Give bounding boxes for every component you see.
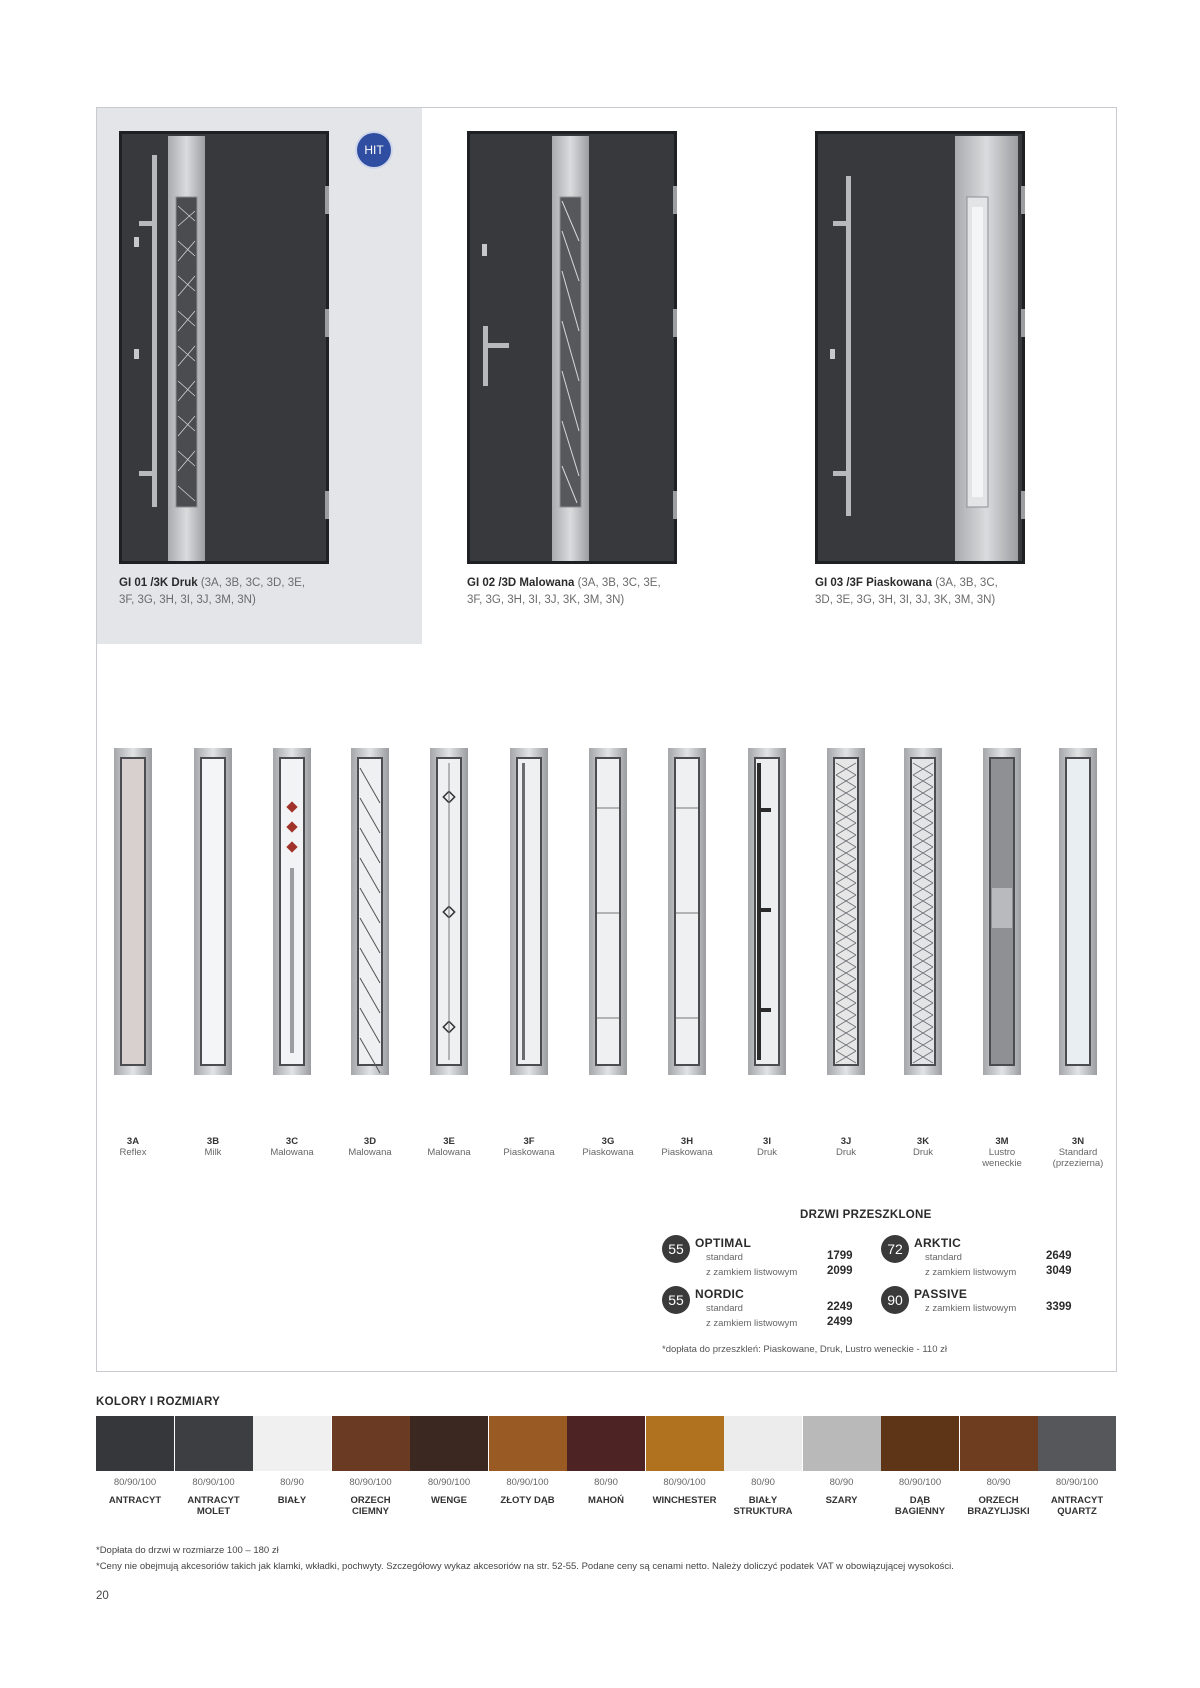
color-name — [803, 1495, 881, 1506]
glass-type: Reflex — [119, 1147, 147, 1158]
glass-panel-3g — [589, 748, 627, 1075]
page-number: 20 — [96, 1590, 109, 1602]
glass-panel-3e — [430, 748, 468, 1075]
price-value: 2649 — [1046, 1250, 1072, 1262]
glass-type: Druk — [912, 1147, 934, 1158]
price-value: 2249 — [827, 1301, 853, 1313]
color-sizes: 80/90 — [594, 1477, 618, 1488]
color-sizes: 80/90/100 — [349, 1477, 392, 1488]
color-name — [96, 1495, 174, 1506]
door-caption-gi01 — [119, 575, 349, 609]
color-swatch — [410, 1416, 488, 1471]
price-label: standard — [706, 1252, 743, 1263]
glass-type: Malowana — [348, 1147, 392, 1158]
color-name-line1: WINCHESTER — [652, 1495, 717, 1506]
color-name — [253, 1495, 331, 1506]
color-name-line1: ANTRACYT — [1050, 1495, 1104, 1506]
color-sizes: 80/90/100 — [663, 1477, 706, 1488]
glass-label — [729, 1136, 805, 1158]
glass-code: 3M — [995, 1136, 1009, 1147]
glass-panel-3b — [194, 748, 232, 1075]
color-swatch — [175, 1416, 253, 1471]
glass-type: Piaskowana — [503, 1147, 555, 1158]
glass-type: Milk — [204, 1147, 222, 1158]
package-number-badge: 55 — [662, 1235, 690, 1263]
glass-label — [411, 1136, 487, 1158]
glass-type-cont: weneckie — [982, 1158, 1022, 1169]
door-name: GI 02 /3D Malowana — [467, 577, 575, 589]
glass-code: 3A — [126, 1136, 140, 1147]
color-name — [332, 1495, 410, 1517]
package-name: OPTIMAL — [695, 1236, 752, 1250]
glass-code: 3C — [285, 1136, 299, 1147]
glass-label — [332, 1136, 408, 1158]
color-name-line1: MAHOŃ — [588, 1495, 624, 1506]
glass-code: 3B — [206, 1136, 220, 1147]
color-name-line1: WENGE — [431, 1495, 467, 1506]
color-name-line1: DĄB — [909, 1495, 931, 1506]
price-label: standard — [925, 1252, 962, 1263]
glass-panel-3j — [827, 748, 865, 1075]
pricing-title: DRZWI PRZESZKLONE — [800, 1209, 932, 1221]
glass-panel-3i — [748, 748, 786, 1075]
color-name — [881, 1495, 959, 1517]
glass-type: Piaskowana — [582, 1147, 634, 1158]
package-number-badge: 90 — [881, 1286, 909, 1314]
glass-label — [1040, 1136, 1116, 1169]
color-name-line1: ORZECH — [978, 1495, 1019, 1506]
color-swatch — [881, 1416, 959, 1471]
glass-type-cont: (przezierna) — [1052, 1158, 1104, 1169]
door-name: GI 03 /3F Piaskowana — [815, 577, 932, 589]
color-name-line2: MOLET — [196, 1506, 231, 1517]
price-label: z zamkiem listwowym — [706, 1267, 798, 1278]
glass-code: 3N — [1071, 1136, 1085, 1147]
price-value: 2099 — [827, 1265, 853, 1277]
door-caption-gi02 — [467, 575, 697, 609]
price-value: 3049 — [1046, 1265, 1072, 1277]
price-value: 3399 — [1046, 1301, 1072, 1313]
color-swatch — [646, 1416, 724, 1471]
glass-surcharge-note: *dopłata do przeszkleń: Piaskowane, Druk, Lustro weneckie - 110 zł — [662, 1344, 947, 1355]
footnote-size: *Dopłata do drzwi w rozmiarze 100 – 180 zł — [96, 1545, 279, 1556]
color-sizes: 80/90/100 — [1055, 1477, 1099, 1488]
price-label: z zamkiem listwowym — [925, 1303, 1017, 1314]
glass-panel-3c — [273, 748, 311, 1075]
glass-panel-3k — [904, 748, 942, 1075]
color-sizes: 80/90 — [829, 1477, 854, 1488]
color-name-line2: BRAZYLIJSKI — [967, 1506, 1030, 1517]
color-swatch — [332, 1416, 410, 1471]
color-name-line1: ORZECH — [350, 1495, 391, 1506]
glass-code: 3F — [523, 1136, 535, 1147]
color-name — [175, 1495, 253, 1517]
door-variants-cont: 3F, 3G, 3H, 3I, 3J, 3K, 3M, 3N) — [467, 594, 625, 606]
glass-label — [570, 1136, 646, 1158]
door-variants-cont: 3D, 3E, 3G, 3H, 3I, 3J, 3K, 3M, 3N) — [815, 594, 996, 606]
color-sizes: 80/90 — [751, 1477, 775, 1488]
glass-panel-3n — [1059, 748, 1097, 1075]
color-sizes: 80/90 — [280, 1477, 304, 1488]
glass-label — [175, 1136, 251, 1158]
glass-type: Piaskowana — [661, 1147, 713, 1158]
color-name-line1: ANTRACYT — [187, 1495, 240, 1506]
color-name-line1: BIAŁY — [277, 1495, 307, 1506]
door-image-gi02 — [467, 131, 677, 564]
color-swatch — [1038, 1416, 1116, 1471]
color-name-line1: BIAŁY — [748, 1495, 778, 1506]
hit-badge: HIT — [357, 133, 391, 167]
package-name: PASSIVE — [914, 1287, 968, 1301]
color-name-line1: SZARY — [825, 1495, 858, 1506]
glass-code: 3J — [840, 1136, 852, 1147]
colors-section-title: KOLORY I ROZMIARY — [96, 1396, 221, 1408]
glass-label — [491, 1136, 567, 1158]
package-passive — [881, 1286, 1091, 1346]
color-swatch — [567, 1416, 645, 1471]
color-swatch — [960, 1416, 1038, 1471]
glass-type: Lustro — [988, 1147, 1016, 1158]
door-image-gi03 — [815, 131, 1025, 564]
glass-label — [808, 1136, 884, 1158]
color-swatch — [724, 1416, 802, 1471]
color-name-line2: BAGIENNY — [894, 1506, 946, 1517]
glass-type: Druk — [835, 1147, 857, 1158]
price-label: standard — [706, 1303, 743, 1314]
color-name — [646, 1495, 724, 1506]
color-sizes: 80/90/100 — [113, 1477, 157, 1488]
glass-code: 3H — [680, 1136, 694, 1147]
glass-type: Druk — [756, 1147, 778, 1158]
glass-type: Malowana — [427, 1147, 471, 1158]
glass-code: 3D — [363, 1136, 377, 1147]
glass-panel-3h — [668, 748, 706, 1075]
color-name-line2: CIEMNY — [352, 1506, 389, 1517]
glass-code: 3G — [601, 1136, 615, 1147]
package-nordic — [662, 1286, 872, 1346]
glass-code: 3K — [916, 1136, 930, 1147]
color-name — [724, 1495, 802, 1517]
glass-label — [649, 1136, 725, 1158]
glass-type: Malowana — [270, 1147, 314, 1158]
glass-label — [964, 1136, 1040, 1169]
color-swatch — [253, 1416, 331, 1471]
glass-label — [254, 1136, 330, 1158]
price-label: z zamkiem listwowym — [706, 1318, 798, 1329]
glass-type: Standard — [1058, 1147, 1098, 1158]
color-sizes: 80/90/100 — [898, 1477, 942, 1488]
glass-label — [95, 1136, 171, 1158]
color-name-line1: ZŁOTY DĄB — [500, 1495, 555, 1506]
color-swatch — [803, 1416, 881, 1471]
door-caption-gi03 — [815, 575, 1045, 609]
color-sizes: 80/90/100 — [192, 1477, 235, 1488]
price-value: 2499 — [827, 1316, 853, 1328]
package-number-badge: 55 — [662, 1286, 690, 1314]
glass-panel-3a — [114, 748, 152, 1075]
door-variants: (3A, 3B, 3C, 3D, 3E, — [200, 577, 306, 589]
glass-panel-3d — [351, 748, 389, 1075]
glass-code: 3E — [443, 1136, 455, 1147]
color-name — [1038, 1495, 1116, 1517]
color-name — [960, 1495, 1038, 1517]
color-sizes: 80/90 — [986, 1477, 1011, 1488]
glass-label — [885, 1136, 961, 1158]
door-variants-cont: 3F, 3G, 3H, 3I, 3J, 3M, 3N) — [119, 594, 256, 606]
color-sizes: 80/90/100 — [427, 1477, 471, 1488]
package-name: NORDIC — [695, 1287, 745, 1301]
glass-code: 3I — [763, 1136, 771, 1147]
color-name-line2: STRUKTURA — [733, 1506, 793, 1517]
door-variants: (3A, 3B, 3C, — [935, 577, 998, 589]
door-image-gi01 — [119, 131, 329, 564]
door-name: GI 01 /3K Druk — [119, 577, 198, 589]
color-name-line2: QUARTZ — [1057, 1506, 1097, 1517]
glass-panel-3f — [510, 748, 548, 1075]
color-swatch — [489, 1416, 567, 1471]
package-name: ARKTIC — [914, 1236, 962, 1250]
color-name-line1: ANTRACYT — [108, 1495, 162, 1506]
door-variants: (3A, 3B, 3C, 3E, — [577, 577, 661, 589]
price-label: z zamkiem listwowym — [925, 1267, 1017, 1278]
color-name — [489, 1495, 567, 1506]
footnote-prices: *Ceny nie obejmują akcesoriów takich jak klamki, wkładki, pochwyty. Szczegółowy wykaz akcesoriów na str. 52-55. Podane ceny są cenami netto. Należy doliczyć podatek VAT w obowiązującej wysokości. — [96, 1561, 954, 1572]
glass-panel-3m — [983, 748, 1021, 1075]
color-name — [567, 1495, 645, 1506]
package-number-badge: 72 — [881, 1235, 909, 1263]
color-sizes: 80/90/100 — [506, 1477, 549, 1488]
price-value: 1799 — [827, 1250, 853, 1262]
color-swatch — [96, 1416, 174, 1471]
color-name — [410, 1495, 488, 1506]
